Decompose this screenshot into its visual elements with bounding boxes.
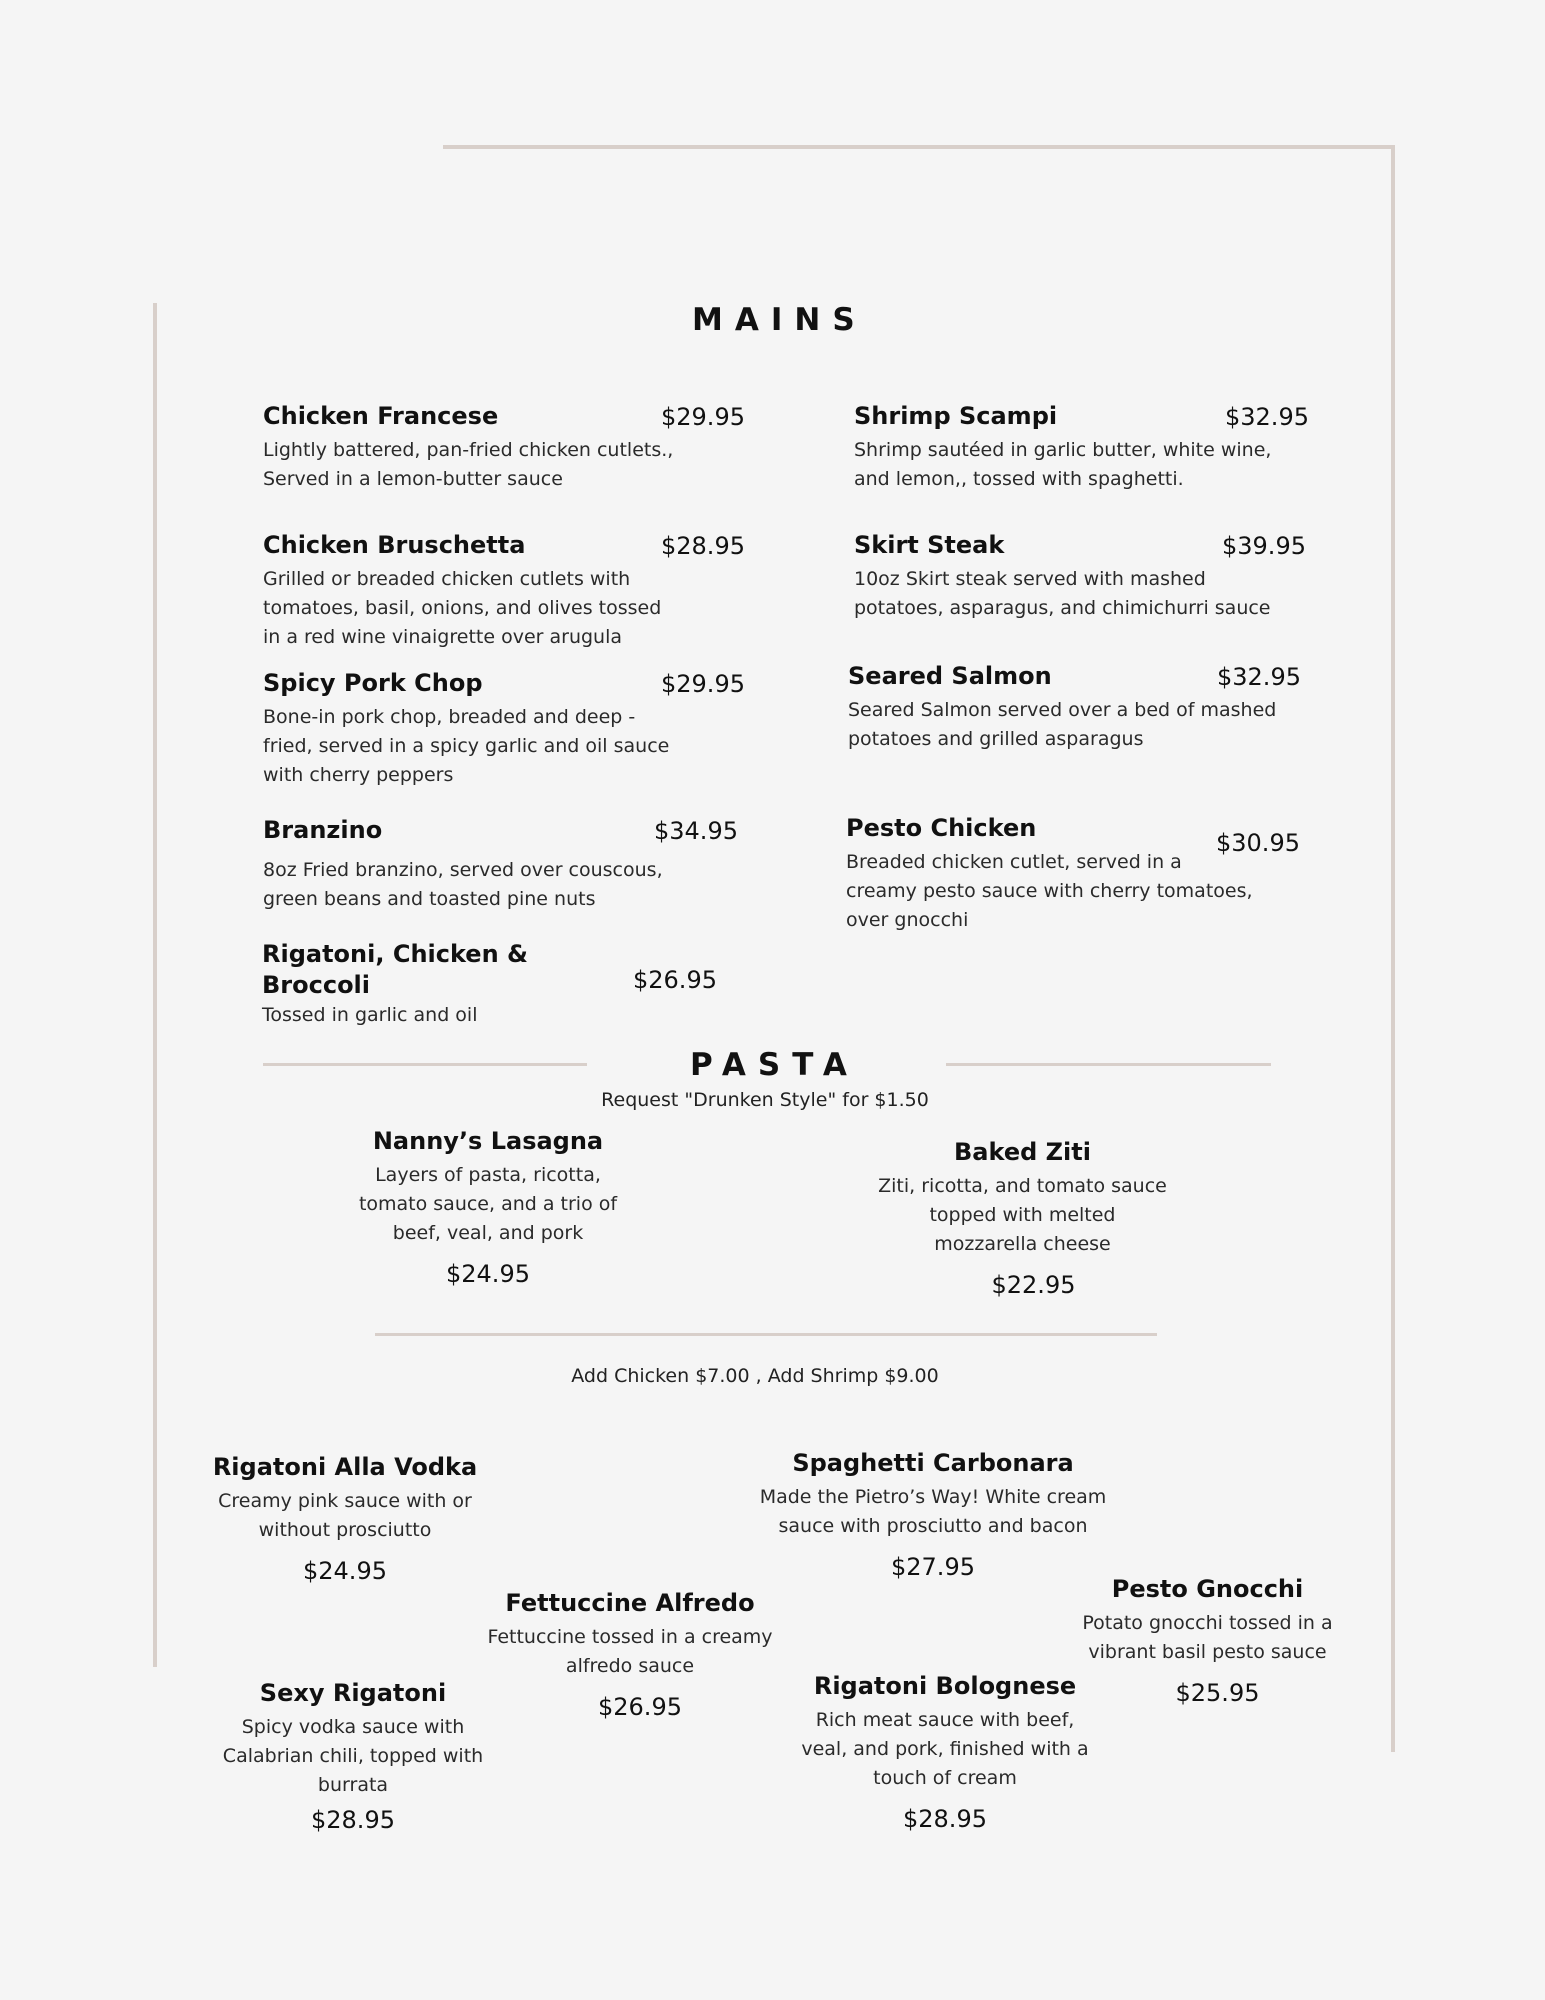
item-description: 10oz Skirt steak served with mashed potatoes, asparagus, and chimichurri sauce bbox=[854, 568, 1271, 619]
menu-item-fettuccine-alfredo bbox=[485, 1588, 775, 1721]
menu-item-seared-salmon bbox=[848, 661, 1278, 754]
item-description: Fettuccine tossed in a creamy alfredo sauce bbox=[487, 1626, 773, 1677]
item-price: $28.95 bbox=[903, 1805, 987, 1833]
item-price: $27.95 bbox=[891, 1553, 975, 1581]
menu-item-pesto-chicken bbox=[846, 813, 1256, 935]
menu-item-chicken-bruschetta bbox=[263, 530, 683, 652]
frame-left-line bbox=[153, 303, 157, 1667]
item-description: 8oz Fried branzino, served over couscous, green beans and toasted pine nuts bbox=[263, 859, 663, 910]
item-name: Chicken Bruschetta bbox=[263, 531, 526, 559]
item-price: $34.95 bbox=[654, 817, 738, 845]
menu-item-pesto-gnocchi bbox=[1070, 1574, 1345, 1707]
item-description: Spicy vodka sauce with Calabrian chili, topped with burrata bbox=[222, 1716, 484, 1796]
menu-item-chicken-francese bbox=[263, 401, 683, 494]
item-name: Fettuccine Alfredo bbox=[505, 1589, 755, 1617]
item-price: $26.95 bbox=[598, 1693, 682, 1721]
item-description: Tossed in garlic and oil bbox=[262, 1004, 478, 1026]
item-description: Ziti, ricotta, and tomato sauce topped with melted mozzarella cheese bbox=[878, 1175, 1167, 1255]
item-price: $32.95 bbox=[1225, 403, 1309, 431]
pasta-divider-right bbox=[946, 1063, 1271, 1066]
item-name: Skirt Steak bbox=[854, 531, 1005, 559]
item-price: $28.95 bbox=[661, 532, 745, 560]
pasta-divider-lower bbox=[375, 1333, 1157, 1336]
item-name: Spicy Pork Chop bbox=[263, 669, 483, 697]
menu-item-skirt-steak bbox=[854, 530, 1274, 623]
item-description: Rich meat sauce with beef, veal, and pork, finished with a touch of cream bbox=[801, 1709, 1089, 1789]
item-description: Breaded chicken cutlet, served in a creamy pesto sauce with cherry tomatoes, over gnocchi bbox=[846, 851, 1253, 931]
menu-item-spaghetti-carbonara bbox=[748, 1448, 1118, 1581]
item-name: Chicken Francese bbox=[263, 402, 499, 430]
item-description: Made the Pietro’s Way! White cream sauce with prosciutto and bacon bbox=[759, 1486, 1107, 1537]
item-description: Layers of pasta, ricotta, tomato sauce, and a trio of beef, veal, and pork bbox=[358, 1164, 618, 1244]
item-name: Baked Ziti bbox=[954, 1138, 1091, 1166]
item-price: $32.95 bbox=[1217, 663, 1301, 691]
pasta-title: PASTA bbox=[690, 1047, 859, 1083]
menu-item-sexy-rigatoni bbox=[222, 1678, 484, 1834]
item-description: Bone-in pork chop, breaded and deep -fried, served in a spicy garlic and oil sauce with cherry peppers bbox=[263, 706, 670, 786]
menu-item-shrimp-scampi bbox=[854, 401, 1274, 494]
menu-item-branzino bbox=[263, 815, 683, 914]
item-name: Branzino bbox=[263, 816, 383, 844]
item-price: $25.95 bbox=[1175, 1679, 1260, 1707]
pasta-addons: Add Chicken $7.00 , Add Shrimp $9.00 bbox=[571, 1365, 939, 1387]
item-price: $39.95 bbox=[1222, 532, 1306, 560]
item-name: Rigatoni, Chicken & Broccoli bbox=[262, 940, 528, 999]
item-name: Rigatoni Bolognese bbox=[813, 1672, 1077, 1700]
mains-title: MAINS bbox=[692, 302, 867, 338]
menu-item-nannys-lasagna bbox=[358, 1126, 618, 1288]
item-name: Pesto Gnocchi bbox=[1111, 1575, 1304, 1603]
item-price: $24.95 bbox=[303, 1557, 387, 1585]
menu-item-rigatoni-chicken-broccoli bbox=[262, 939, 532, 1030]
frame-top-line bbox=[443, 145, 1395, 149]
menu-item-spicy-pork-chop bbox=[263, 668, 683, 790]
item-name: Pesto Chicken bbox=[846, 814, 1037, 842]
item-price: $28.95 bbox=[311, 1806, 395, 1834]
item-name: Sexy Rigatoni bbox=[259, 1679, 447, 1707]
item-description: Seared Salmon served over a bed of mashed potatoes and grilled asparagus bbox=[848, 699, 1277, 750]
item-description: Grilled or breaded chicken cutlets with tomatoes, basil, onions, and olives tossed in a red wine vinaigrette over arugula bbox=[263, 568, 662, 648]
item-name: Shrimp Scampi bbox=[854, 402, 1058, 430]
pasta-note: Request "Drunken Style" for $1.50 bbox=[601, 1089, 929, 1111]
item-description: Potato gnocchi tossed in a vibrant basil pesto sauce bbox=[1082, 1612, 1333, 1663]
item-name: Seared Salmon bbox=[848, 662, 1052, 690]
menu-item-rigatoni-alla-vodka bbox=[210, 1452, 480, 1585]
item-name: Spaghetti Carbonara bbox=[792, 1449, 1074, 1477]
item-price: $24.95 bbox=[446, 1260, 530, 1288]
menu-item-baked-ziti bbox=[875, 1137, 1170, 1299]
item-description: Creamy pink sauce with or without prosciutto bbox=[218, 1490, 472, 1541]
item-description: Lightly battered, pan-fried chicken cutlets., Served in a lemon-butter sauce bbox=[263, 439, 674, 490]
menu-item-rigatoni-bolognese bbox=[800, 1671, 1090, 1833]
item-price: $22.95 bbox=[991, 1271, 1076, 1299]
item-name: Nanny’s Lasagna bbox=[372, 1127, 604, 1155]
item-price: $30.95 bbox=[1216, 829, 1300, 857]
item-price: $26.95 bbox=[633, 966, 717, 994]
item-price: $29.95 bbox=[661, 670, 745, 698]
item-name: Rigatoni Alla Vodka bbox=[212, 1453, 478, 1481]
pasta-divider-left bbox=[263, 1063, 587, 1066]
item-price: $29.95 bbox=[661, 403, 745, 431]
frame-right-line bbox=[1391, 145, 1395, 1752]
item-description: Shrimp sautéed in garlic butter, white wine, and lemon,, tossed with spaghetti. bbox=[854, 439, 1272, 490]
